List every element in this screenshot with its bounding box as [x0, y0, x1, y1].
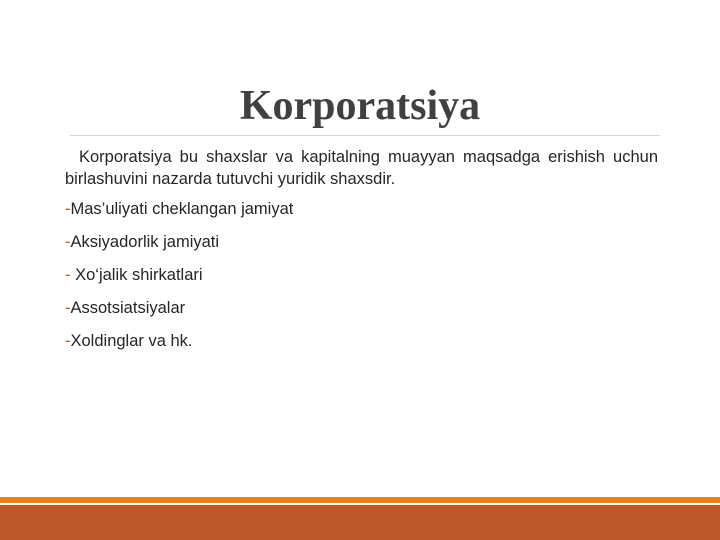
list-item	[65, 297, 658, 319]
list-dash: -	[65, 266, 76, 284]
list-item	[65, 198, 658, 220]
list-item-text: Xoldinglar va hk.	[70, 332, 193, 350]
list-item	[65, 264, 658, 286]
list-dash: -	[65, 299, 71, 317]
list-item	[65, 231, 658, 253]
list-item-text: Mas’uliyati cheklangan jamiyat	[70, 200, 294, 218]
list-dash: -	[65, 332, 71, 350]
footer-band	[0, 505, 720, 540]
list-item-text: Xo‘jalik shirkatlari	[75, 266, 203, 284]
title-divider	[70, 135, 660, 136]
slide-body	[65, 146, 658, 363]
list-item-text: Aksiyadorlik jamiyati	[70, 233, 220, 251]
slide-title: Korporatsiya	[239, 83, 481, 129]
footer-accent-stripe	[0, 497, 720, 503]
intro-paragraph: Korporatsiya bu shaxslar va kapitalning muayyan maqsadga erishish uchun birlashuvini nazarda tutuvchi yuridik shaxsdir.	[65, 148, 658, 188]
list-dash: -	[65, 200, 71, 218]
list-item-text: Assotsiatsiyalar	[70, 299, 186, 317]
list-dash: -	[65, 233, 71, 251]
list-item	[65, 330, 658, 352]
